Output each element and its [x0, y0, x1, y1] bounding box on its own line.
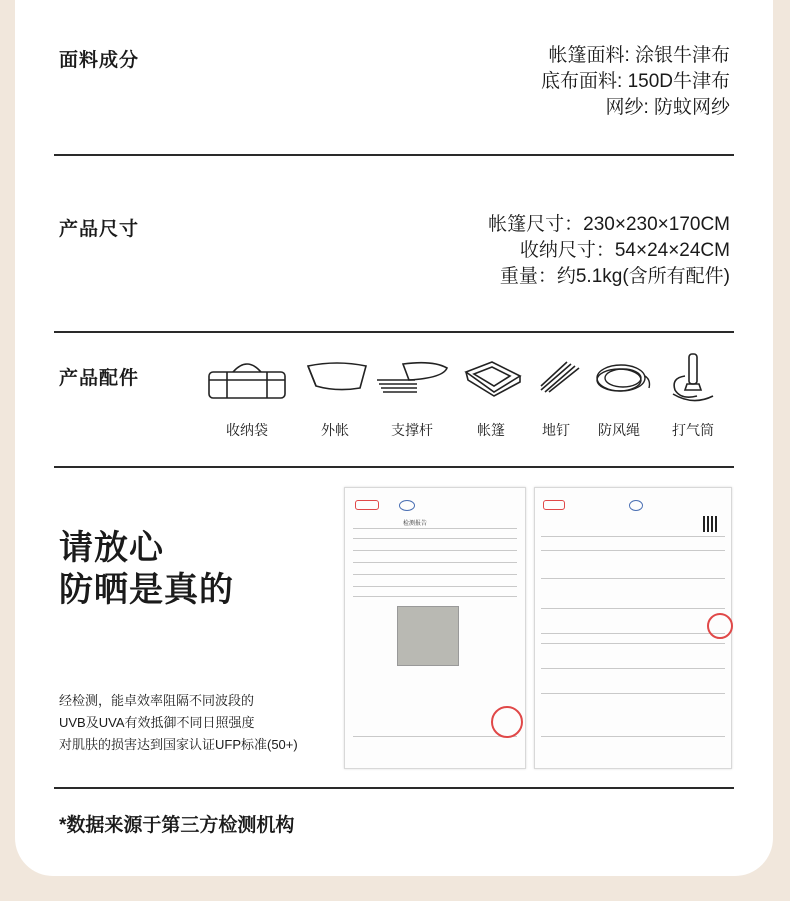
accessory-label-tent: 帐篷 [477, 422, 505, 438]
report-rule [353, 574, 517, 575]
size-label: 产品尺寸 [59, 219, 140, 240]
cnas-logo [629, 500, 643, 511]
report-rule [353, 538, 517, 539]
report-rule [541, 668, 725, 669]
cnas-logo [399, 500, 415, 511]
qr-code [703, 516, 719, 532]
tent-pole-icon [368, 358, 458, 398]
size-spec [488, 212, 730, 290]
report-rule [541, 536, 725, 537]
report-title: 检测报告 [403, 521, 428, 527]
divider [54, 466, 734, 468]
mesh-line: 网纱: 防蚊网纱 [605, 97, 730, 118]
accessory-label-rope: 防风绳 [598, 422, 640, 438]
accessory-label-rainfly: 外帐 [321, 422, 349, 438]
report-rule [353, 586, 517, 587]
report-rule [353, 596, 517, 597]
report-rule [541, 633, 725, 634]
headline-line-1: 请放心 [59, 529, 164, 567]
accessory-label-pump: 打气筒 [672, 422, 714, 438]
report-rule [541, 643, 725, 644]
test-report-page-1 [344, 487, 526, 769]
test-description [59, 690, 298, 756]
divider [54, 331, 734, 333]
divider [54, 154, 734, 156]
desc-line-2: UVB及UVA有效抵御不同日照强度 [59, 715, 255, 730]
tent-size-line: 帐篷尺寸：230×230×170CM [488, 214, 730, 235]
divider [54, 787, 734, 789]
red-seal [707, 613, 733, 639]
air-pump-icon [648, 358, 738, 406]
report-rule [541, 578, 725, 579]
fabric-sample-photo [397, 606, 459, 666]
desc-line-1: 经检测，能卓效率阻隔不同波段的 [59, 693, 255, 708]
red-seal [491, 706, 523, 738]
accessory-label-stake: 地钉 [542, 422, 570, 438]
headline-line-2: 防晒是真的 [59, 571, 234, 609]
report-rule [353, 736, 517, 737]
material-label: 面料成分 [59, 50, 140, 71]
fabric-line: 帐篷面料: 涂银牛津布 [548, 45, 730, 66]
accessories-label: 产品配件 [59, 368, 140, 389]
material-spec [541, 43, 730, 121]
report-rule [353, 550, 517, 551]
floor-line: 底布面料: 150D牛津布 [541, 71, 730, 92]
pack-size-line: 收纳尺寸：54×24×24CM [519, 240, 730, 261]
storage-bag-icon [202, 358, 292, 402]
accessory-label-pole: 支撑杆 [391, 422, 433, 438]
cma-logo [543, 500, 565, 510]
report-rule [541, 550, 725, 551]
report-rule [541, 736, 725, 737]
report-rule [541, 608, 725, 609]
desc-line-3: 对肌肤的损害达到国家认证UFP标准(50+) [59, 737, 298, 752]
footnote: *数据来源于第三方检测机构 [59, 815, 295, 836]
accessory-label-bag: 收纳袋 [226, 422, 268, 438]
report-rule [353, 528, 517, 529]
cma-logo [355, 500, 379, 510]
report-rule [353, 562, 517, 563]
weight-line: 重量：约5.1kg(含所有配件) [499, 266, 730, 287]
test-report-page-2 [534, 487, 732, 769]
report-rule [541, 693, 725, 694]
